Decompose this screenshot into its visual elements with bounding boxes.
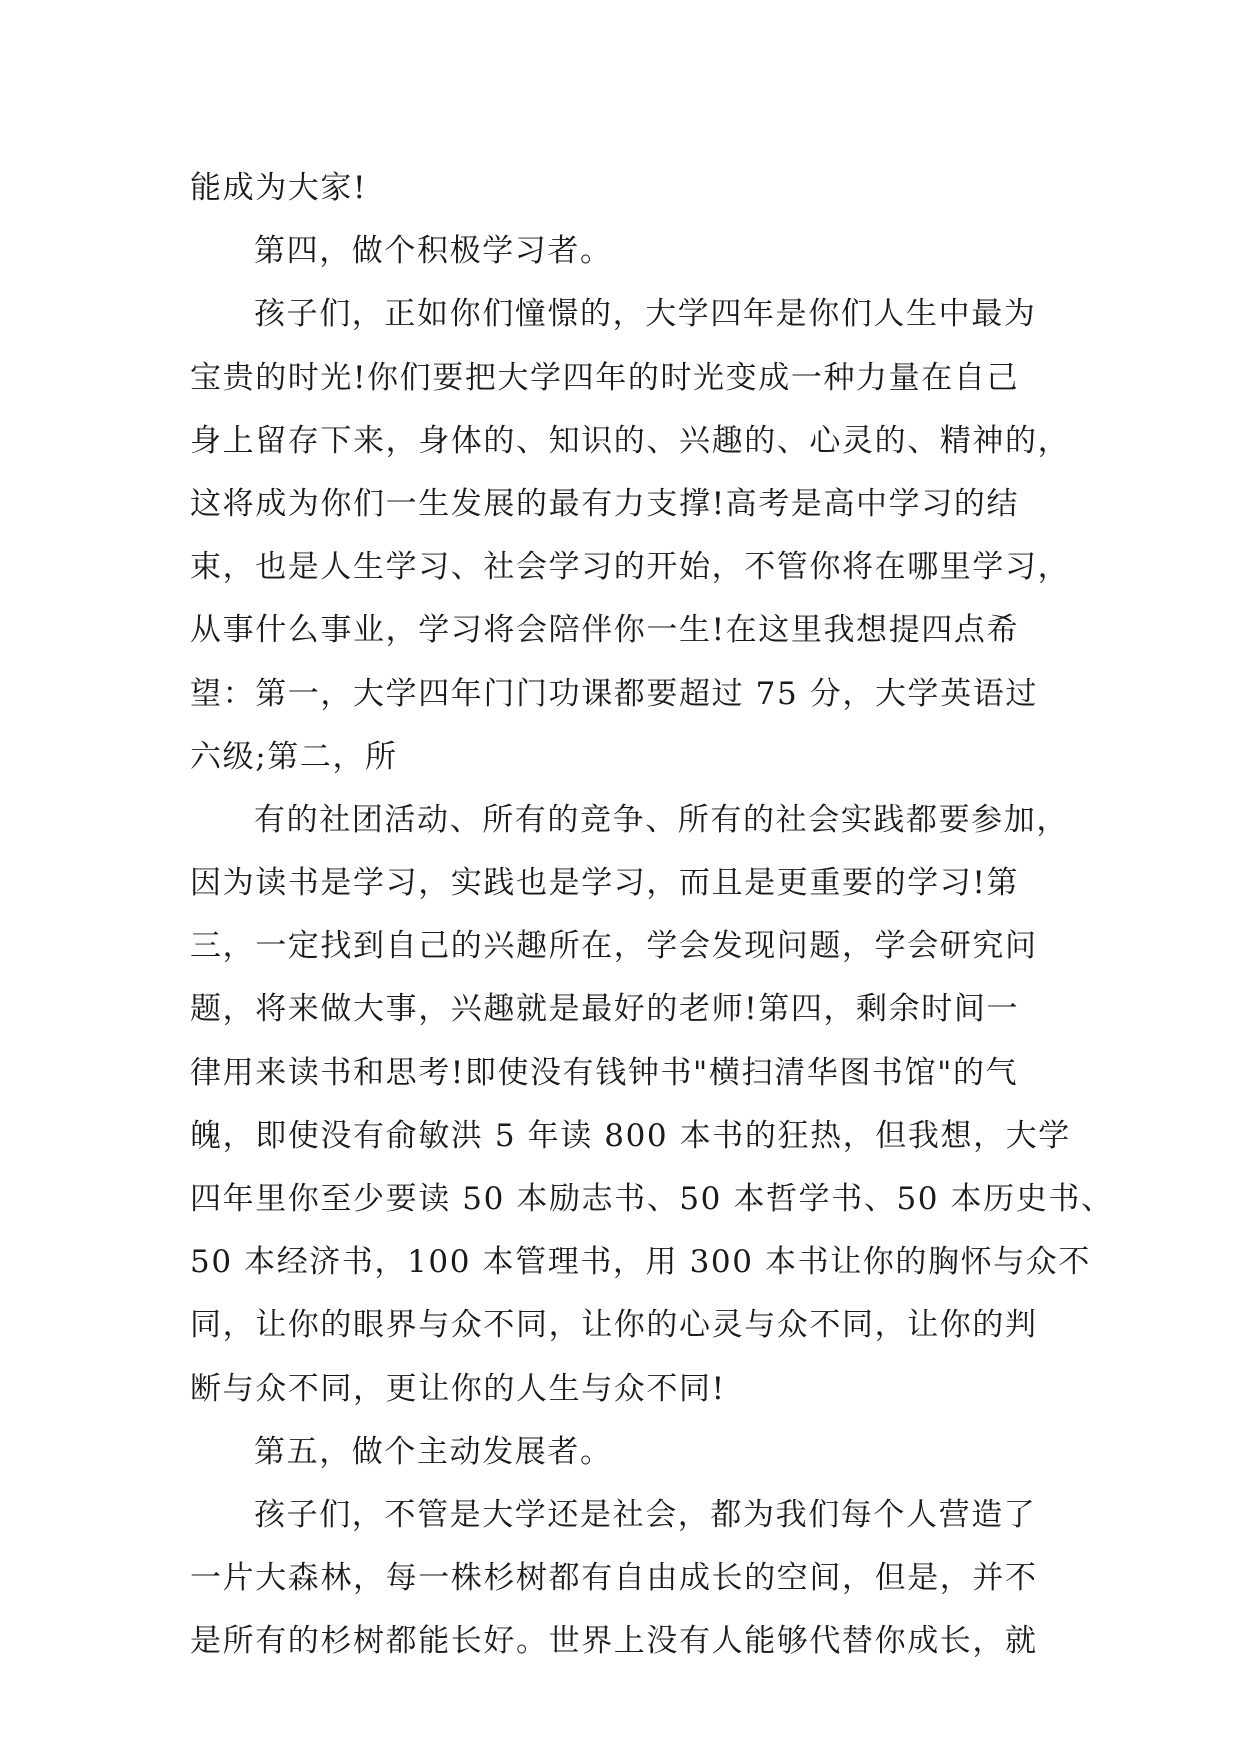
text-line: 同，让你的眼界与众不同，让你的心灵与众不同，让你的判 <box>190 1307 1038 1344</box>
text-line: 从事什么事业，学习将会陪伴你一生!在这里我想提四点希 <box>190 612 1020 649</box>
text-line: 这将成为你们一生发展的最有力支撑!高考是高中学习的结 <box>190 485 1020 522</box>
text-line: 宝贵的时光!你们要把大学四年的时光变成一种力量在自己 <box>190 359 1020 396</box>
text-line: 魄，即使没有俞敏洪 5 年读 800 本书的狂热，但我想，大学 <box>190 1117 1071 1154</box>
text-line: 律用来读书和思考!即使没有钱钟书"横扫清华图书馆"的气 <box>190 1054 1019 1091</box>
text-line: 三，一定找到自己的兴趣所在，学会发现问题，学会研究问 <box>190 928 1038 965</box>
text-line: 一片大森林，每一株杉树都有自由成长的空间，但是，并不 <box>190 1560 1038 1597</box>
text-line: 孩子们，正如你们憧憬的，大学四年是你们人生中最为 <box>254 296 1037 333</box>
text-line: 题，将来做大事，兴趣就是最好的老师!第四，剩余时间一 <box>190 991 1020 1028</box>
text-line: 50 本经济书，100 本管理书，用 300 本书让你的胸怀与众不 <box>190 1244 1091 1281</box>
text-line: 断与众不同，更让你的人生与众不同! <box>190 1370 726 1407</box>
document-body <box>190 157 1114 1674</box>
text-line: 第五，做个主动发展者。 <box>254 1433 613 1470</box>
text-line: 有的社团活动、所有的竞争、所有的社会实践都要参加， <box>254 801 1069 838</box>
text-line: 是所有的杉树都能长好。世界上没有人能够代替你成长，就 <box>190 1623 1038 1660</box>
text-line: 能成为大家! <box>190 170 368 206</box>
text-line: 束，也是人生学习、社会学习的开始，不管你将在哪里学习， <box>190 549 1071 586</box>
text-line: 六级;第二，所 <box>190 738 398 775</box>
text-line: 因为读书是学习，实践也是学习，而且是更重要的学习!第 <box>190 865 1020 902</box>
text-line: 第四，做个积极学习者。 <box>254 233 613 270</box>
text-line: 身上留存下来，身体的、知识的、兴趣的、心灵的、精神的， <box>190 422 1071 459</box>
text-line: 望：第一，大学四年门门功课都要超过 75 分，大学英语过 <box>190 675 1038 712</box>
text-line: 四年里你至少要读 50 本励志书、50 本哲学书、50 本历史书、 <box>190 1181 1114 1217</box>
text-line: 孩子们，不管是大学还是社会，都为我们每个人营造了 <box>254 1496 1037 1533</box>
